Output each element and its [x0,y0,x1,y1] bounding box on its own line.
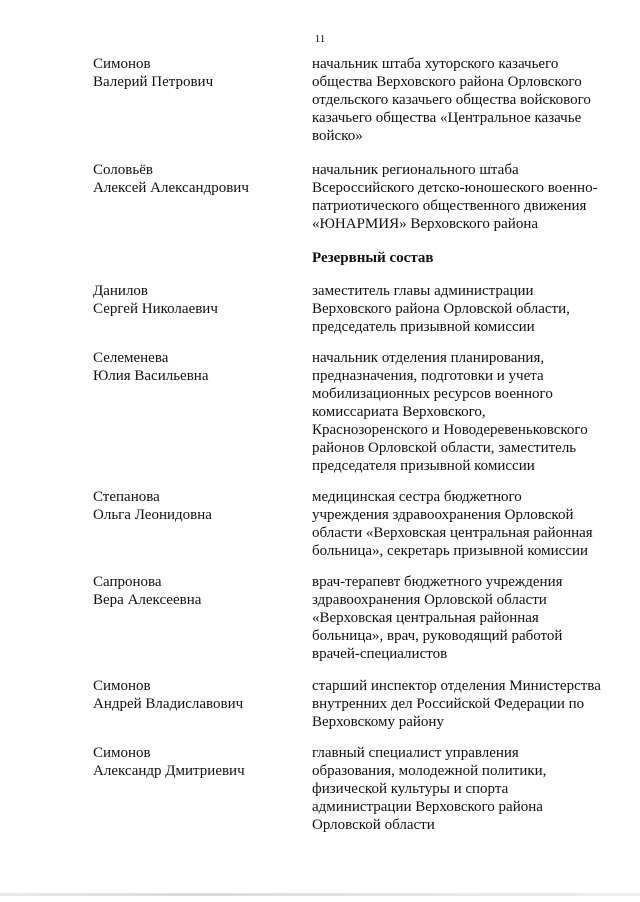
member-name [93,744,293,780]
role-line: Верховскому району [312,714,444,730]
role-line: председателя призывной комиссии [312,458,535,474]
member-name [93,349,293,385]
role-line: комиссариата Верховского, [312,404,486,420]
role-line: патриотического общественного движения [312,198,587,214]
role-line: учреждения здравоохранения Орловской [312,507,574,523]
role-line: Верховского района Орловской области, [312,301,570,317]
member-role [312,161,612,233]
role-line: старший инспектор отделения Министерства [312,678,601,694]
member-surname: Соловьёв [93,162,153,178]
role-line: войско» [312,128,363,144]
member-given-names: Юлия Васильевна [93,368,209,384]
member-name [93,573,293,609]
member-role [312,349,612,475]
member-given-names: Александр Дмитриевич [93,763,245,779]
role-line: районов Орловской области, заместитель [312,440,577,456]
role-line: начальник штаба хуторского казачьего [312,56,559,72]
member-role [312,677,612,731]
role-line: предназначения, подготовки и учета [312,368,544,384]
member-name [93,282,293,318]
member-name [93,677,293,713]
role-line: образования, молодежной политики, [312,763,547,779]
member-surname: Селеменева [93,350,169,366]
member-name [93,488,293,524]
role-line: казачьего общества «Центральное казачье [312,110,582,126]
member-name [93,55,293,91]
role-line: области «Верховская центральная районная [312,525,593,541]
role-line: Краснозоренского и Новодеревеньковского [312,422,588,438]
member-role [312,488,612,560]
member-given-names: Валерий Петрович [93,74,214,90]
role-line: здравоохранения Орловской области [312,592,547,608]
member-surname: Степанова [93,489,160,505]
role-line: начальник регионального штаба [312,162,519,178]
role-line: администрации Верховского района [312,799,543,815]
role-line: заместитель главы администрации [312,283,534,299]
role-line: медицинская сестра бюджетного [312,489,522,505]
role-line: мобилизационных ресурсов военного [312,386,553,402]
role-line: главный специалист управления [312,745,519,761]
member-surname: Симонов [93,56,151,72]
member-given-names: Андрей Владиславович [93,696,244,712]
member-role [312,55,612,145]
role-line: «Верховская центральная районная [312,610,539,626]
member-given-names: Ольга Леонидовна [93,507,212,523]
member-given-names: Вера Алексеевна [93,592,202,608]
role-line: Орловской области [312,817,435,833]
role-line: больница», врач, руководящий работой [312,628,563,644]
role-line: больница», секретарь призывной комиссии [312,543,589,559]
role-line: председатель призывной комиссии [312,319,535,335]
member-surname: Симонов [93,678,151,694]
member-surname: Сапронова [93,574,162,590]
role-line: начальник отделения планирования, [312,350,545,366]
member-role [312,573,612,663]
role-line: Всероссийского детско-юношеского военно- [312,180,598,196]
reserve-section-heading: Резервный состав [312,250,434,266]
member-name [93,161,293,197]
role-line: внутренних дел Российской Федерации по [312,696,585,712]
role-line: физической культуры и спорта [312,781,509,797]
role-line: «ЮНАРМИЯ» Верховского района [312,216,539,232]
scan-edge-artifact [0,893,640,896]
member-given-names: Сергей Николаевич [93,301,218,317]
role-line: врач-терапевт бюджетного учреждения [312,574,563,590]
role-line: общества Верховского района Орловского [312,74,582,90]
member-surname: Данилов [93,283,149,299]
role-line: врачей-специалистов [312,646,448,662]
member-given-names: Алексей Александрович [93,180,249,196]
role-line: отдельского казачьего общества войскового [312,92,591,108]
member-surname: Симонов [93,745,151,761]
member-role [312,282,612,336]
page-number: 11 [314,33,326,45]
member-role [312,744,612,834]
